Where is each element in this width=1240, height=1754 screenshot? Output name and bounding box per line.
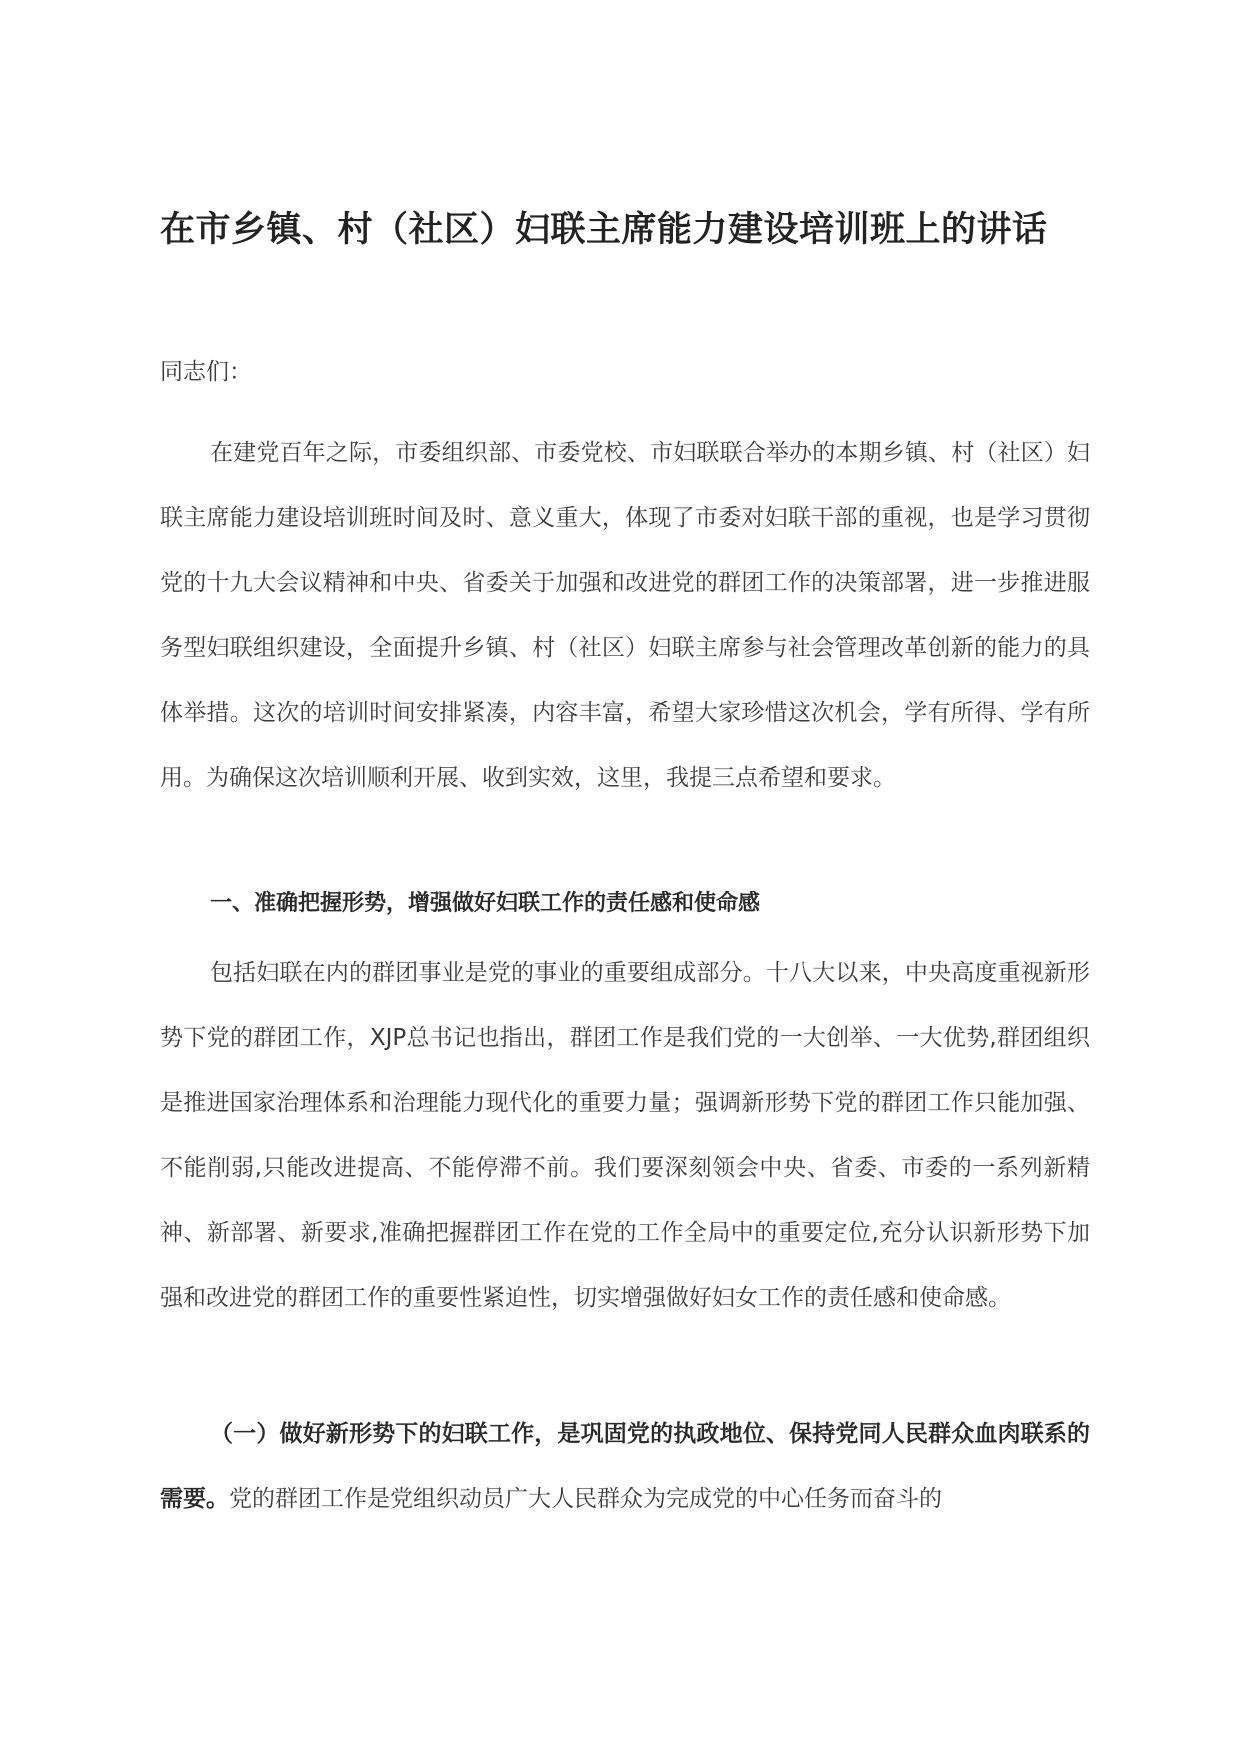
paragraph-intro: 在建党百年之际，市委组织部、市委党校、市妇联联合举办的本期乡镇、村（社区）妇联主席能力建设培训班时间及时、意义重大，体现了市委对妇联干部的重视，也是学习贯彻党的十九大会议精神和中央、省委关于加强和改进党的群团工作的决策部署，进一步推进服务型妇联组织建设，全面提升乡镇、村（社区）妇联主席参与社会管理改革创新的能力的具体举措。这次的培训时间安排紧凑，内容丰富，希望大家珍惜这次机会，学有所得、学有所用。为确保这次培训顺利开展、收到实效，这里，我提三点希望和要求。: [160, 440, 1090, 791]
paragraph-section-1: 包括妇联在内的群团事业是党的事业的重要组成部分。十八大以来，中央高度重视新形势下党的群团工作，XJP总书记也指出，群团工作是我们党的一大创举、一大优势,群团组织是推进国家治理体系和治理能力现代化的重要力量；强调新形势下党的群团工作只能加强、不能削弱,只能改进提高、不能停滞不前。我们要深刻领会中央、省委、市委的一系列新精神、新部署、新要求,准确把握群团工作在党的工作全局中的重要定位,充分认识新形势下加强和改进党的群团工作的重要性紧迫性，切实增强做好妇女工作的责任感和使命感。: [160, 960, 1090, 1311]
section-heading-1: 一、准确把握形势，增强做好妇联工作的责任感和使命感: [210, 891, 761, 916]
paragraph-subsection-1: [160, 1402, 1090, 1532]
subsection-heading-1: （一）做好新形势下的妇联工作，是巩固党的执政地位、保持党同人民群众血肉联系的需要。: [160, 1421, 1090, 1512]
salutation: 同志们：: [160, 359, 252, 385]
document-page: [160, 0, 1090, 1754]
document-title: 在市乡镇、村（社区）妇联主席能力建设培训班上的讲话: [160, 210, 1048, 250]
subsection-text-1: 党的群团工作是党组织动员广大人民群众为完成党的中心任务而奋斗的: [229, 1486, 942, 1512]
